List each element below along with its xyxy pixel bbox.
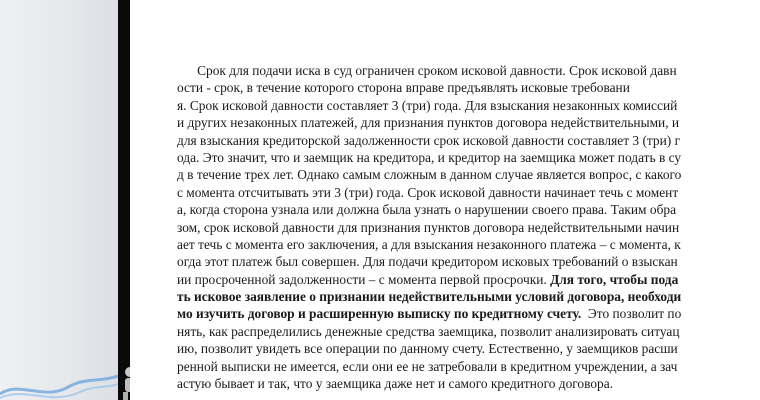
text-segment: я. Срок исковой давности составляет 3 (три) года. Для взыскания незаконных комиссий [177,97,678,113]
left-side-panel [0,0,118,400]
text-segment: для взыскания кредиторской задолженности срок исковой давности составляет 3 (три) г [177,132,681,148]
paragraph-line [177,97,725,114]
paragraph-line [177,305,725,322]
text-segment: д в течение трех лет. Однако самым сложным в данном случае является вопрос, с какого [177,167,682,183]
bold-text-segment: ть исковое заявление о признании недействительными условий договора, необходи [177,289,682,305]
text-segment: и других незаконных платежей, для признания пунктов договора недействительными, и [177,115,680,131]
paragraph-line [177,79,725,96]
text-segment: а, когда сторона узнала или должна была узнать о нарушении своего права. Таким обра [177,202,677,218]
paragraph-line [177,271,725,288]
paragraph-line [177,149,725,166]
paragraph-line [177,375,725,392]
paragraph-line [177,62,725,79]
text-segment: астую бывает и так, что у заемщика даже нет и самого кредитного договора. [177,376,614,392]
paragraph-line [177,132,725,149]
document-paragraph [177,62,725,392]
text-segment: ию, позволит увидеть все операции по данному счету. Естественно, у заемщиков расши [177,341,678,357]
paragraph-line [177,253,725,270]
paragraph-line [177,201,725,218]
text-segment: Это позволит по [581,306,682,322]
text-segment: ренной выписки не имеется, если они ее не затребовали в кредитном учреждении, а зач [177,358,678,374]
paragraph-line [177,184,725,201]
text-segment: зом, срок исковой давности для признания пунктов договора недействительными начин [177,219,680,235]
text-segment: Срок для подачи иска в суд ограничен сроком исковой давности. Срок исковой давн [177,63,677,78]
document-page [130,0,760,400]
text-segment: ает течь с момента его заключения, а для взыскания незаконного платежа – с момента, к [177,236,681,252]
paragraph-line [177,114,725,131]
paragraph-line [177,340,725,357]
bold-text-segment: Для того, чтобы пода [550,271,679,287]
bold-text-segment: мо изучить договор и расширенную выписку по кредитному счету. [177,306,582,322]
paragraph-line [177,358,725,375]
paragraph-line [177,219,725,236]
vertical-divider [118,0,130,400]
text-segment: с момента отсчитывать эти 3 (три) года. Срок исковой давности начинает течь с момент [177,184,679,200]
text-segment: нять, как распределились денежные средства заемщика, позволит анализировать ситуац [177,323,680,339]
text-segment: ии просроченной задолженности – с момента первой просрочки. [177,271,551,287]
text-segment: ода. Это значит, что и заемщик на кредитора, и кредитор на заемщика может подать в су [177,149,682,165]
paragraph-line [177,236,725,253]
logo-wave-icon [0,372,118,400]
text-segment: огда этот платеж был совершен. Для подачи кредитором исковых требований о взыскан [177,254,678,270]
paragraph-line [177,166,725,183]
paragraph-line [177,288,725,305]
paragraph-line [177,323,725,340]
text-segment: ости - срок, в течение которого сторона вправе предъявлять исковые требовани [177,80,630,96]
